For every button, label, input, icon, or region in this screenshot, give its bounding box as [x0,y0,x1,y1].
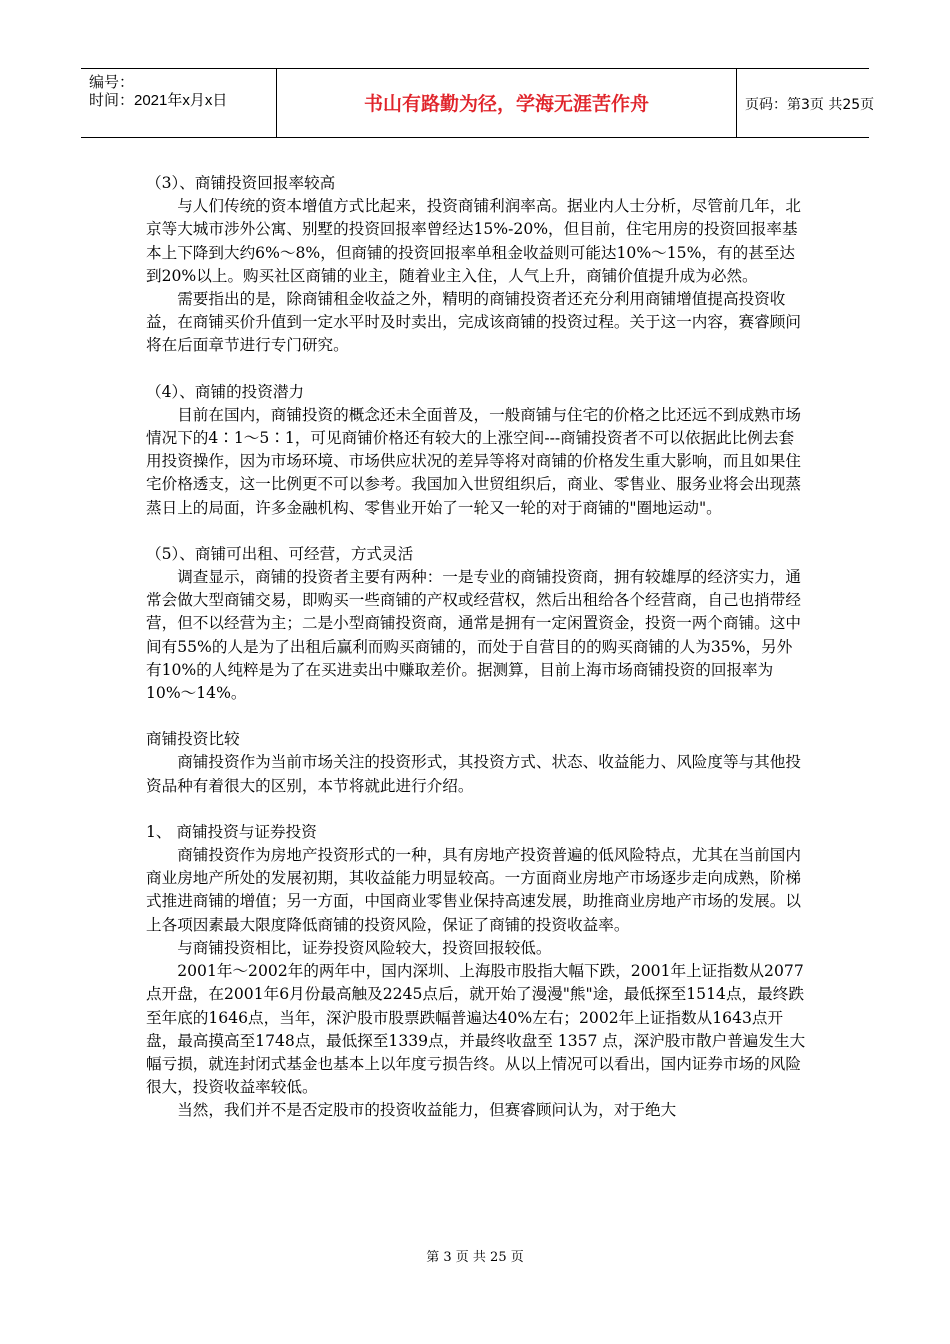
paragraph: 商铺投资作为当前市场关注的投资形式，其投资方式、状态、收益能力、风险度等与其他投资品种有着很大的区别，本节将就此进行介绍。 [146,753,801,795]
document-date-label: 时间：2021年x月x日 [89,92,228,109]
paragraph: 与商铺投资相比，证券投资风险较大，投资回报较低。 [177,938,552,957]
header-motto-cell [277,69,737,137]
paragraph: 与人们传统的资本增值方式比起来，投资商铺利润率高。据业内人士分析，尽管前几年，北京等大城市涉外公寓、别墅的投资回报率曾经达15%-20%，但目前，住宅用房的投资回报率基本上下降到大约6%～8%，但商铺的投资回报率单租金收益则可能达10%～15%，有的甚至达到20%以上。购买社区商铺的业主，随着业主入住，人气上升，商铺价值提升成为必然。 [146,197,801,285]
page-header [81,68,875,138]
paragraph: 商铺投资作为房地产投资形式的一种，具有房地产投资普遍的低风险特点，尤其在当前国内商业房地产所处的发展初期，其收益能力明显较高。一方面商业房地产市场逐步走向成熟，阶梯式推进商铺的增值；另一方面，中国商业零售业保持高速发展，助推商业房地产市场的发展。以上各项因素最大限度降低商铺的投资风险，保证了商铺的投资收益率。 [146,846,801,934]
section-heading: （4）、商铺的投资潜力 [146,382,305,401]
section-heading: 商铺投资比较 [146,730,240,749]
paragraph: 目前在国内，商铺投资的概念还未全面普及，一般商铺与住宅的价格之比还远不到成熟市场情况下的4∶1～5∶1，可见商铺价格还有较大的上涨空间---商铺投资者不可以依据此比例去套用投资操作，因为市场环境、市场供应状况的差异等将对商铺的价格发生重大影响，而且如果住宅价格透支，这一比例更不可以参考。我国加入世贸组织后，商业、零售业、服务业将会出现蒸蒸日上的局面，许多金融机构、零售业开始了一轮又一轮的对于商铺的"圈地运动"。 [146,405,801,517]
section-heading: （3）、商铺投资回报率较高 [146,174,336,192]
header-motto: 书山有路勤为径，学海无涯苦作舟 [363,93,649,115]
header-page-number: 页码：第3页 共25页 [745,97,875,113]
section-heading: （5）、商铺可出租、可经营，方式灵活 [146,544,414,563]
header-info-cell [81,69,277,137]
paragraph: 需要指出的是，除商铺租金收益之外，精明的商铺投资者还充分利用商铺增值提高投资收益，在商铺买价升值到一定水平时及时卖出，完成该商铺的投资过程。关于这一内容，赛睿顾问将在后面章节进行专门研究。 [146,290,801,355]
document-number-label: 编号： [89,74,135,91]
page-footer: 第 3 页 共 25 页 [426,1250,524,1265]
paragraph: 调查显示，商铺的投资者主要有两种：一是专业的商铺投资商，拥有较雄厚的经济实力，通常会做大型商铺交易，即购买一些商铺的产权或经营权，然后出租给各个经营商，自己也捎带经营，但不以经营为主；二是小型商铺投资商，通常是拥有一定闲置资金，投资一两个商铺。这中间有55%的人是为了出租后赢利而购买商铺的，而处于自营目的的购买商铺的人为35%，另外有10%的人纯粹是为了在买进卖出中赚取差价。据测算，目前上海市场商铺投资的回报率为10%～14%。 [146,568,801,703]
document-body [146,172,806,1123]
header-page-cell [737,69,875,137]
paragraph: 2001年～2002年的两年中，国内深圳、上海股市股指大幅下跌，2001年上证指数从2077点开盘，在2001年6月份最高触及2245点后，就开始了漫漫"熊"途，最低探至1514点，最终跌至年底的1646点，当年，深沪股市股票跌幅普遍达40%左右；2002年上证指数从1643点开盘，最高摸高至1748点，最低探至1339点，并最终收盘至 1357 点，深沪股市散户普遍发生大幅亏损，就连封闭式基金也基本上以年度亏损告终。从以上情况可以看出，国内证券市场的风险很大，投资收益率较低。 [146,962,806,1097]
paragraph: 当然，我们并不是否定股市的投资收益能力，但赛睿顾问认为，对于绝大 [177,1101,677,1120]
section-heading: 1、 商铺投资与证券投资 [146,822,317,841]
